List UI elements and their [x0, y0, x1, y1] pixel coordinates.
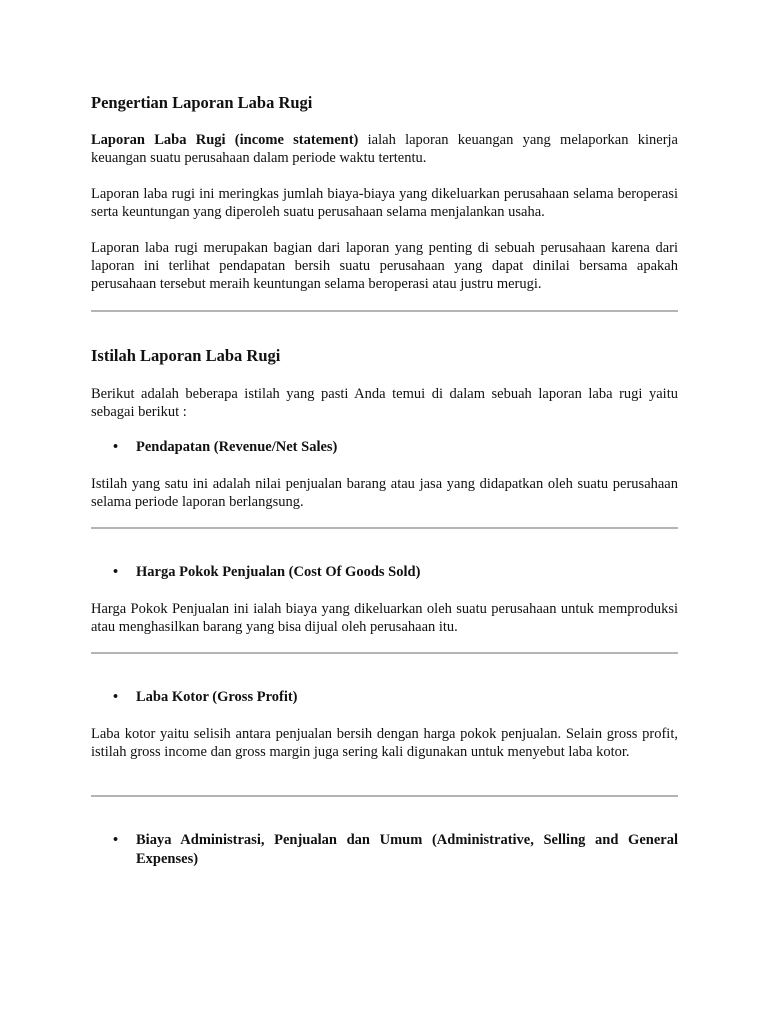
paragraph-definition: [91, 131, 678, 167]
term-item-biaya-administrasi: [91, 831, 678, 869]
term-label: Pendapatan (Revenue/Net Sales): [136, 439, 338, 455]
term-description: Harga Pokok Penjualan ini ialah biaya yang dikeluarkan oleh suatu perusahaan untuk memproduksi atau menghasilkan barang yang bisa dijual oleh perusahaan itu.: [91, 601, 678, 635]
term-label: Laba Kotor (Gross Profit): [136, 689, 298, 705]
horizontal-divider: [91, 795, 678, 797]
term-label: Harga Pokok Penjualan (Cost Of Goods Sold): [136, 564, 421, 580]
horizontal-divider: [91, 527, 678, 529]
term-item-pendapatan: [91, 438, 678, 457]
term-description: Istilah yang satu ini adalah nilai penjualan barang atau jasa yang didapatkan oleh suatu perusahaan selama periode laporan berlangsung.: [91, 476, 678, 510]
paragraph-intro: Berikut adalah beberapa istilah yang pasti Anda temui di dalam sebuah laporan laba rugi yaitu sebagai berikut :: [91, 386, 678, 420]
term-description: Laba kotor yaitu selisih antara penjualan bersih dengan harga pokok penjualan. Selain gross profit, istilah gross income dan gross margin juga sering kali digunakan untuk menyebut laba kotor.: [91, 726, 678, 760]
horizontal-divider: [91, 652, 678, 654]
paragraph-importance: Laporan laba rugi merupakan bagian dari laporan yang penting di sebuah perusahaan karena dari laporan ini terlihat pendapatan bersih suatu perusahaan yang dapat dinilai bersama apakah perusahaan tersebut meraih keuntungan selama beroperasi atau justru merugi.: [91, 240, 678, 292]
section-title-istilah: Istilah Laporan Laba Rugi: [91, 346, 281, 365]
term-item-laba-kotor: [91, 688, 678, 707]
bullet-icon: •: [113, 564, 119, 580]
definition-term: Laporan Laba Rugi (income statement): [91, 132, 359, 148]
horizontal-divider: [91, 310, 678, 312]
bullet-icon: •: [113, 689, 119, 705]
bullet-icon: •: [113, 832, 119, 848]
section-title-pengertian: Pengertian Laporan Laba Rugi: [91, 93, 313, 112]
term-item-harga-pokok: [91, 563, 678, 582]
bullet-icon: •: [113, 439, 119, 455]
term-label: Biaya Administrasi, Penjualan dan Umum (Administrative, Selling and General Expenses): [136, 832, 678, 867]
paragraph-summary: Laporan laba rugi ini meringkas jumlah biaya-biaya yang dikeluarkan perusahaan selama beroperasi serta keuntungan yang diperoleh suatu perusahaan selama menjalankan usaha.: [91, 186, 678, 220]
definition-text: ialah laporan keuangan yang melaporkan kinerja keuangan suatu perusahaan dalam periode waktu tertentu.: [91, 132, 678, 166]
